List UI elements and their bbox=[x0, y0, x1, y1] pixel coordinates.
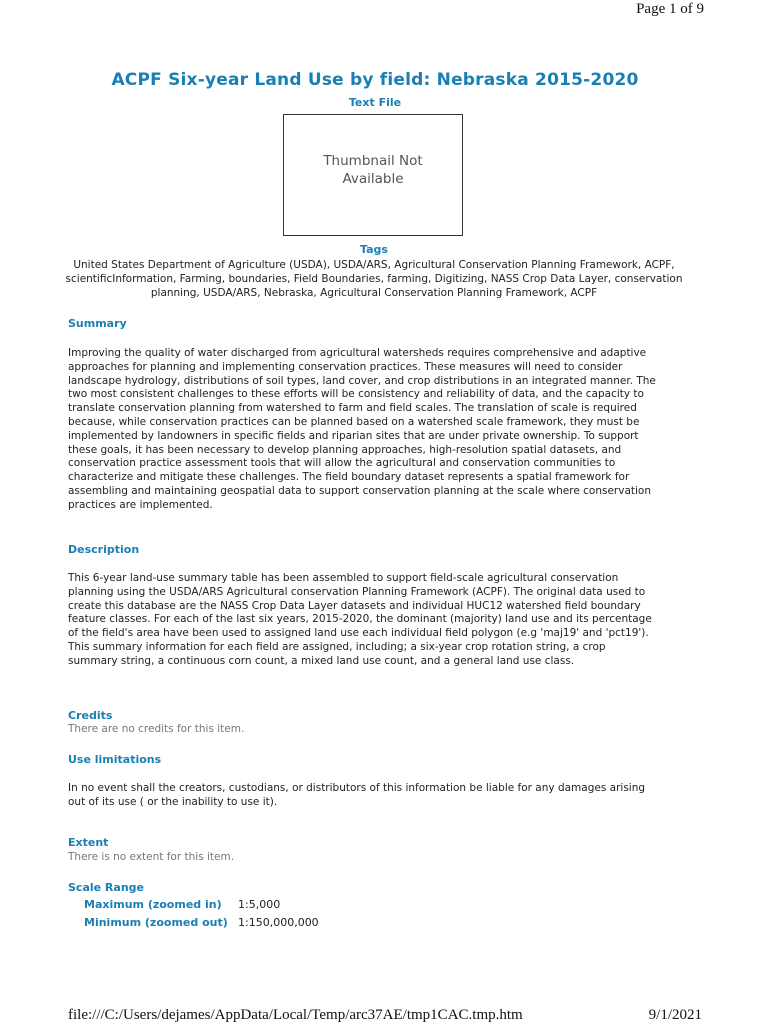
page-title: ACPF Six-year Land Use by field: Nebraska 2015-2020 bbox=[111, 70, 639, 90]
description-heading: Description bbox=[68, 543, 140, 556]
footer-date: 9/1/2021 bbox=[648, 1007, 702, 1023]
description-text: This 6-year land-use summary table has been assembled to support field-scale agricultural conservation planning using the USDA/ARS Agricultural conservation Planning Framework (ACPF). The original data used to create this database are the NASS Crop Data Layer datasets and individual HUC12 watershed field boundary feature classes. For each of the last six years, 2015-2020, the dominant (majority) land use and its percentage of the field's area have been used to assigned land use each individual field polygon (e.g 'maj19' and 'pct19'). This summary information for each field are assigned, including; a six-year crop rotation string, a crop summary string, a continuous corn count, a mixed land use count, and a general land use class. bbox=[68, 572, 652, 667]
extent-heading: Extent bbox=[68, 836, 109, 849]
use-limitations-text: In no event shall the creators, custodians, or distributors of this information be liable for any damages arising out of its use ( or the inability to use it). bbox=[68, 782, 646, 808]
page-indicator: Page 1 of 9 bbox=[636, 1, 704, 17]
summary-text: Improving the quality of water discharged from agricultural watersheds requires comprehensive and adaptive approaches for planning and implementing conservation practices. These measures will need to consider landscape hydrology, distributions of soil types, land cover, and crop distributions in an integrated manner. The two most consistent challenges to these efforts will be consistency and reliability of data, and the capacity to translate conservation planning from watershed to farm and field scales. The translation of scale is required because, while conservation practices can be planned based on a watershed scale framework, they must be implemented by landowners in specific fields and riparian sites that are under private ownership. To support these goals, it has been necessary to develop planning approaches, high-resolution spatial datasets, and conservation practice assessment tools that will allow the agricultural and conservation communities to characterize and mitigate these challenges. The field boundary dataset represents a spatial framework for assembling and maintaining geospatial data to support conservation planning at the scale where conservation practices are implemented. bbox=[68, 347, 656, 511]
extent-text: There is no extent for this item. bbox=[68, 851, 235, 863]
scale-min-row bbox=[84, 916, 319, 929]
scale-max-label: Maximum (zoomed in) bbox=[84, 898, 222, 911]
credits-text: There are no credits for this item. bbox=[68, 723, 245, 735]
document-type-label: Text File bbox=[348, 96, 402, 109]
tags-heading: Tags bbox=[360, 243, 388, 256]
scale-min-label: Minimum (zoomed out) bbox=[84, 916, 228, 929]
credits-heading: Credits bbox=[68, 709, 113, 722]
thumbnail-text: Thumbnail Not Available bbox=[323, 153, 423, 187]
scale-max-value: 1:5,000 bbox=[238, 898, 281, 911]
summary-heading: Summary bbox=[68, 317, 127, 330]
scale-max-row bbox=[84, 898, 280, 911]
tags-text: United States Department of Agriculture (USDA), USDA/ARS, Agricultural Conservation Planning Framework, ACPF, scientificInformation, Farming, boundaries, Field Boundaries, farming, Digitizing, NASS Crop Data Layer, conservation planning, USDA/ARS, Nebraska, Agricultural Conservation Planning Framework, ACPF bbox=[65, 259, 683, 299]
scale-range-heading: Scale Range bbox=[68, 881, 144, 894]
thumbnail-placeholder bbox=[283, 114, 463, 236]
scale-min-value: 1:150,000,000 bbox=[238, 916, 319, 929]
use-limitations-heading: Use limitations bbox=[68, 753, 162, 766]
footer-file-url: file:///C:/Users/dejames/AppData/Local/Temp/arc37AE/tmp1CAC.tmp.htm bbox=[68, 1007, 523, 1023]
